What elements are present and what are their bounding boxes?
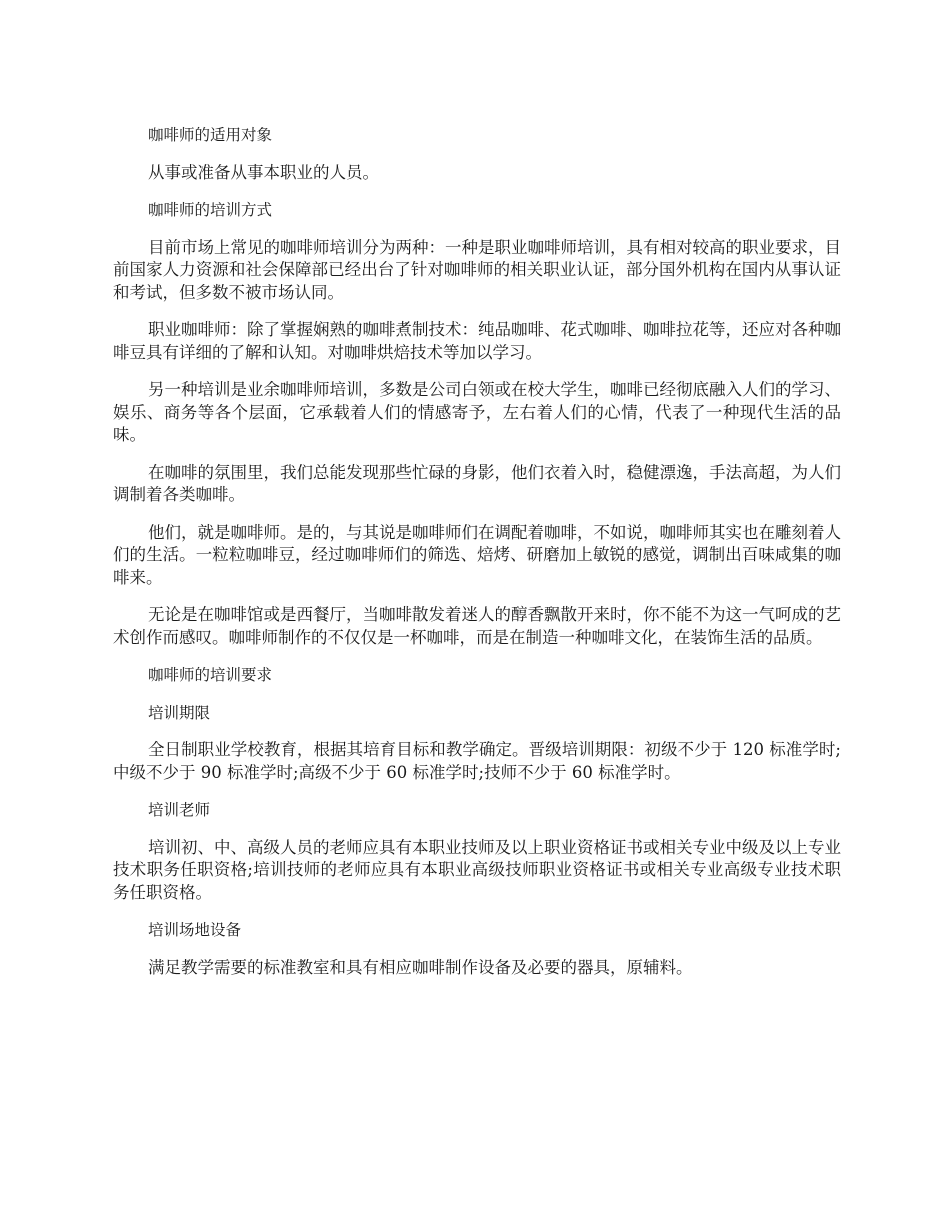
paragraph-training-teachers: 培训初、中、高级人员的老师应具有本职业技师及以上职业资格证书或相关专业中级及以上专业技术职务任职资格;培训技师的老师应具有本职业高级技师职业资格证书或相关专业高级专业技术职务任职资格。: [113, 837, 841, 902]
document-page: [113, 124, 841, 994]
paragraph-professional-barista: 职业咖啡师：除了掌握娴熟的咖啡煮制技术：纯品咖啡、花式咖啡、咖啡拉花等，还应对各种咖啡豆具有详细的了解和认知。对咖啡烘焙技术等加以学习。: [113, 320, 841, 362]
subheading-training-facilities: 培训场地设备: [148, 921, 242, 939]
paragraph-coffee-atmosphere: 在咖啡的氛围里，我们总能发现那些忙碌的身影，他们衣着入时，稳健漂逸，手法高超，为人们调制着各类咖啡。: [113, 462, 841, 504]
section-heading-training-requirements: 咖啡师的培训要求: [148, 666, 273, 684]
paragraph-training-types: 目前市场上常见的咖啡师培训分为两种：一种是职业咖啡师培训，具有相对较高的职业要求，目前国家人力资源和社会保障部已经出台了针对咖啡师的相关职业认证，部分国外机构在国内从事认证和考试，但多数不被市场认同。: [113, 237, 841, 302]
paragraph-training-facilities: 满足教学需要的标准教室和具有相应咖啡制作设备及必要的器具，原辅料。: [148, 957, 693, 977]
section-heading-target-audience: 咖啡师的适用对象: [148, 126, 273, 144]
subheading-training-teachers: 培训老师: [148, 801, 211, 819]
paragraph-coffee-culture: 无论是在咖啡馆或是西餐厅，当咖啡散发着迷人的醇香飘散开来时，你不能不为这一气呵成的艺术创作而感叹。咖啡师制作的不仅仅是一杯咖啡，而是在制造一种咖啡文化，在装饰生活的品质。: [113, 605, 841, 647]
paragraph-amateur-training: 另一种培训是业余咖啡师培训，多数是公司白领或在校大学生，咖啡已经彻底融入人们的学习、娱乐、商务等各个层面，它承载着人们的情感寄予，左右着人们的心情，代表了一种现代生活的品味。: [113, 380, 841, 444]
paragraph-training-period: 全日制职业学校教育，根据其培育目标和教学确定。晋级培训期限：初级不少于 120 标准学时;中级不少于 90 标准学时;高级不少于 60 标准学时;技师不少于 60 标准学时。: [113, 740, 841, 782]
section-heading-training-methods: 咖啡师的培训方式: [148, 201, 273, 219]
paragraph-they-are-baristas: 他们，就是咖啡师。是的，与其说是咖啡师们在调配着咖啡，不如说，咖啡师其实也在雕刻着人们的生活。一粒粒咖啡豆，经过咖啡师们的筛选、焙烤、研磨加上敏锐的感觉，调制出百味咸集的咖啡来。: [113, 522, 841, 587]
paragraph-target-audience: 从事或准备从事本职业的人员。: [148, 162, 379, 182]
subheading-training-period: 培训期限: [148, 703, 211, 722]
